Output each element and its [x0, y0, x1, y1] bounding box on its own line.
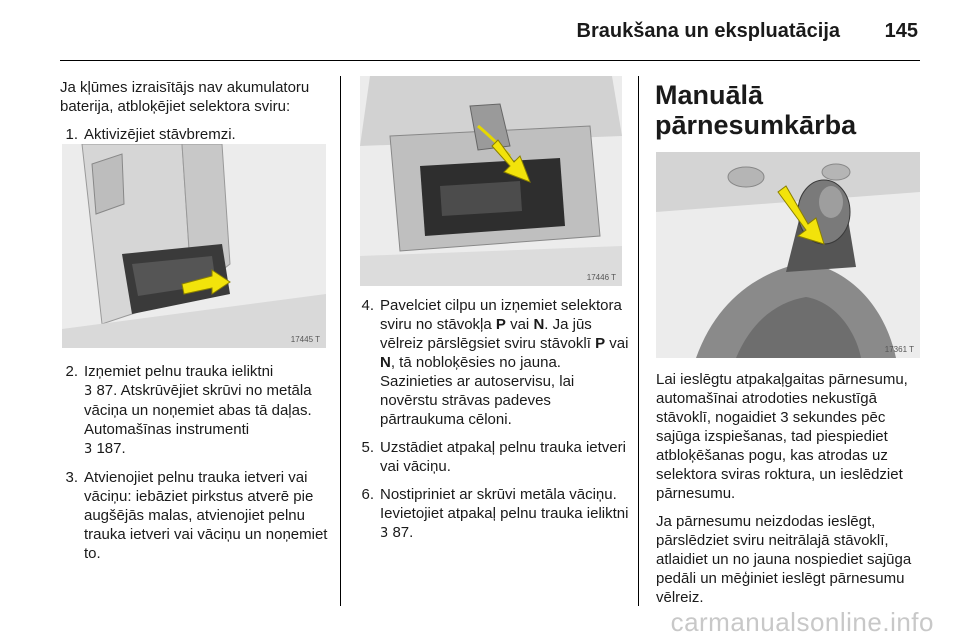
chapter-title: Braukšana un ekspluatācija	[576, 20, 840, 42]
figure-ashtray-removal	[62, 144, 326, 348]
step-6	[356, 485, 632, 543]
paragraph-retry: Ja pārnesumu neizdodas ieslēgt, pārslēdziet sviru neitrālajā stāvoklī, atlaidiet un no jauna nospiediet sajūga pedāli un mēģiniet ieslēgt pārnesumu vēlreiz.	[656, 513, 912, 606]
step-number: 1.	[65, 126, 78, 143]
lever-release-illustration	[360, 76, 622, 286]
column-3	[656, 370, 926, 616]
column-divider-2	[638, 76, 639, 606]
step-1	[60, 125, 328, 144]
column-divider-1	[340, 76, 341, 606]
step-text: Aktivizējiet stāvbremzi.	[84, 126, 236, 143]
step-4	[356, 296, 632, 429]
step-number: 4.	[361, 297, 374, 314]
step-5	[356, 438, 632, 476]
step-3	[60, 468, 330, 563]
header-rule	[60, 60, 920, 61]
step-text: Izņemiet pelnu trauka ieliktni 3 87. Atskrūvējiet skrūvi no metāla vāciņa un noņemiet abas tā daļas. Automašīnas instrumenti 3 187.	[84, 363, 312, 457]
figure-code: 17446 T	[586, 273, 616, 282]
step-number: 3.	[65, 469, 78, 486]
step-text: Atvienojiet pelnu trauka ietveri vai vāciņu: iebāziet pirkstus atverē pie augšējās malas, atvienojiet pelnu trauka ietveri vai vāciņu un noņemiet to.	[84, 469, 328, 562]
page-header	[0, 14, 960, 54]
column-1-continued	[60, 362, 330, 572]
step-2	[60, 362, 330, 459]
page-number: 145	[884, 20, 918, 42]
step-number: 6.	[361, 486, 374, 503]
section-title: Manuālā pārnesumkārba	[655, 80, 857, 140]
step-text: Pavelciet cilpu un izņemiet selektora sviru no stāvokļa P vai N. Ja jūs vēlreiz pārslēgsiet sviru stāvoklī P vai N, tā nobloķēsies no jauna. Sazinieties ar autoservisu, lai novērstu strāvas padeves pārtraukuma cēloni.	[380, 297, 629, 428]
gear-knob-illustration	[656, 152, 920, 358]
step-text: Uzstādiet atpakaļ pelnu trauka ietveri vai vāciņu.	[380, 439, 626, 475]
figure-code: 17445 T	[290, 335, 320, 344]
ashtray-illustration	[62, 144, 326, 348]
figure-code: 17361 T	[884, 345, 914, 354]
figure-selector-lever	[360, 76, 622, 286]
step-number: 2.	[65, 363, 78, 380]
paragraph-reverse-gear: Lai ieslēgtu atpakaļgaitas pārnesumu, automašīnai atrodoties nekustīgā stāvoklī, nogaidiet 3 sekundes pēc sajūga izspiešanas, tad piespiediet atbloķēšanas pogu, kas atrodas uz selektora sviras roktura, un ieslēdziet pārnesumu.	[656, 371, 908, 502]
watermark: carmanualsonline.info	[670, 607, 934, 637]
figure-gear-lever	[656, 152, 920, 358]
page-ref-icon: 3	[84, 442, 93, 457]
column-1	[60, 78, 328, 153]
page-ref-icon: 3	[84, 384, 93, 399]
step-number: 5.	[361, 439, 374, 456]
column-2	[356, 296, 632, 552]
intro-paragraph: Ja kļūmes izraisītājs nav akumulatoru baterija, atbloķējiet selektora sviru:	[60, 79, 310, 115]
page-ref-icon: 3	[380, 526, 389, 541]
step-text: Nostipriniet ar skrūvi metāla vāciņu. Ievietojiet atpakaļ pelnu trauka ieliktni 3 87.	[380, 486, 629, 541]
